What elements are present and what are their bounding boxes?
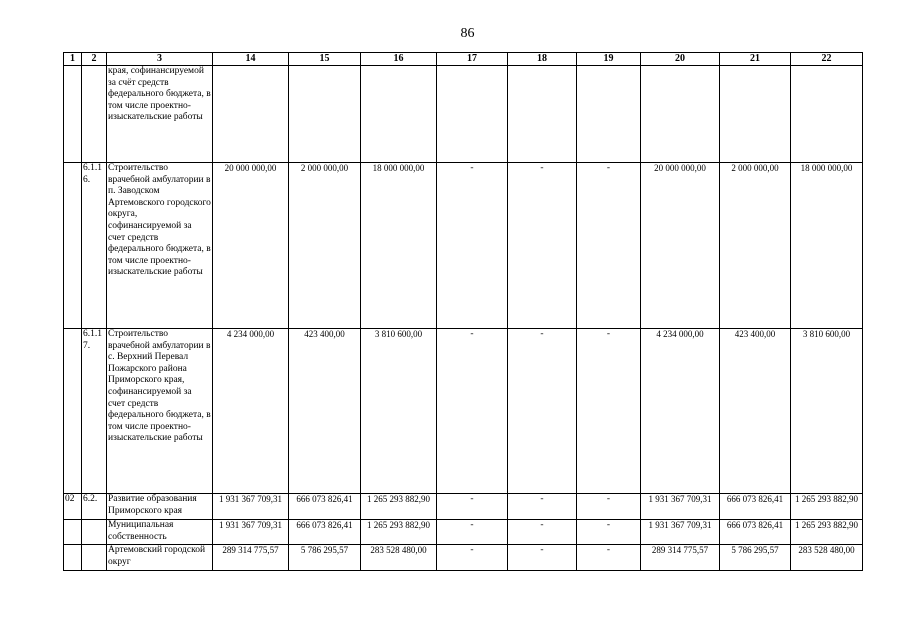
item-number-cell: 6.1.17. <box>82 329 107 494</box>
code-cell <box>64 163 82 329</box>
item-number-cell: 6.2. <box>82 494 107 520</box>
value-cell: 1 265 293 882,90 <box>791 520 863 545</box>
value-cell: 3 810 600,00 <box>361 329 437 494</box>
table-row <box>64 329 863 494</box>
value-cell <box>289 66 361 163</box>
header-cell: 3 <box>107 53 213 66</box>
table-row <box>64 545 863 571</box>
value-cell: 4 234 000,00 <box>213 329 289 494</box>
item-name-cell: Строительство врачебной амбулатории в с. Верхний Перевал Пожарского района Приморского края, софинансируемой за счет средств федерального бюджета, в том числе проектно-изыскательские работы <box>107 329 213 494</box>
value-cell: - <box>577 494 641 520</box>
item-number-cell: 6.1.16. <box>82 163 107 329</box>
budget-table <box>63 52 863 571</box>
value-cell <box>508 66 577 163</box>
code-cell <box>64 329 82 494</box>
item-name-cell: Муниципальная собственность <box>107 520 213 545</box>
header-cell: 1 <box>64 53 82 66</box>
item-name-cell: края, софинансируемой за счёт средств федерального бюджета, в том числе проектно-изыскательские работы <box>107 66 213 163</box>
value-cell: 1 931 367 709,31 <box>213 520 289 545</box>
header-cell: 17 <box>437 53 508 66</box>
value-cell: 666 073 826,41 <box>720 520 791 545</box>
page-number: 86 <box>460 26 475 41</box>
code-cell: 02 <box>64 494 82 520</box>
header-cell: 16 <box>361 53 437 66</box>
value-cell: 666 073 826,41 <box>720 494 791 520</box>
code-cell <box>64 545 82 571</box>
value-cell: 289 314 775,57 <box>213 545 289 571</box>
table-row <box>64 66 863 163</box>
item-number-cell <box>82 520 107 545</box>
value-cell <box>213 66 289 163</box>
value-cell: 2 000 000,00 <box>720 163 791 329</box>
value-cell: - <box>437 329 508 494</box>
value-cell: - <box>508 329 577 494</box>
value-cell <box>437 66 508 163</box>
value-cell <box>361 66 437 163</box>
header-cell: 20 <box>641 53 720 66</box>
value-cell: 1 931 367 709,31 <box>213 494 289 520</box>
value-cell: 5 786 295,57 <box>289 545 361 571</box>
value-cell: 283 528 480,00 <box>361 545 437 571</box>
code-cell <box>64 66 82 163</box>
header-cell: 18 <box>508 53 577 66</box>
header-cell: 14 <box>213 53 289 66</box>
value-cell: 1 931 367 709,31 <box>641 494 720 520</box>
value-cell: - <box>437 545 508 571</box>
code-cell <box>64 520 82 545</box>
value-cell: - <box>577 329 641 494</box>
value-cell: - <box>577 545 641 571</box>
value-cell: 423 400,00 <box>289 329 361 494</box>
value-cell: 20 000 000,00 <box>213 163 289 329</box>
value-cell: 1 265 293 882,90 <box>361 494 437 520</box>
value-cell: 18 000 000,00 <box>361 163 437 329</box>
value-cell: - <box>577 163 641 329</box>
value-cell: - <box>508 163 577 329</box>
header-cell: 19 <box>577 53 641 66</box>
table-row <box>64 520 863 545</box>
value-cell: - <box>508 494 577 520</box>
value-cell: - <box>437 494 508 520</box>
header-row <box>64 53 863 66</box>
table-row <box>64 163 863 329</box>
value-cell: 2 000 000,00 <box>289 163 361 329</box>
value-cell <box>577 66 641 163</box>
item-name-cell: Артемовский городской округ <box>107 545 213 571</box>
header-cell: 15 <box>289 53 361 66</box>
item-name-cell: Развитие образования Приморского края <box>107 494 213 520</box>
item-name-cell: Строительство врачебной амбулатории в п. Заводском Артемовского городского округа, софинансируемой за счет средств федерального бюджета, в том числе проектно-изыскательские работы <box>107 163 213 329</box>
value-cell: - <box>437 520 508 545</box>
value-cell <box>791 66 863 163</box>
value-cell: 5 786 295,57 <box>720 545 791 571</box>
item-number-cell <box>82 545 107 571</box>
header-cell: 2 <box>82 53 107 66</box>
value-cell: 423 400,00 <box>720 329 791 494</box>
value-cell: 666 073 826,41 <box>289 520 361 545</box>
value-cell: - <box>508 545 577 571</box>
value-cell: 666 073 826,41 <box>289 494 361 520</box>
value-cell: 3 810 600,00 <box>791 329 863 494</box>
value-cell: 289 314 775,57 <box>641 545 720 571</box>
item-number-cell <box>82 66 107 163</box>
value-cell: 1 265 293 882,90 <box>361 520 437 545</box>
value-cell: 1 931 367 709,31 <box>641 520 720 545</box>
value-cell: 20 000 000,00 <box>641 163 720 329</box>
value-cell: - <box>437 163 508 329</box>
value-cell: 18 000 000,00 <box>791 163 863 329</box>
value-cell: - <box>577 520 641 545</box>
value-cell <box>641 66 720 163</box>
value-cell <box>720 66 791 163</box>
value-cell: 1 265 293 882,90 <box>791 494 863 520</box>
header-cell: 21 <box>720 53 791 66</box>
value-cell: - <box>508 520 577 545</box>
value-cell: 4 234 000,00 <box>641 329 720 494</box>
table-row <box>64 494 863 520</box>
value-cell: 283 528 480,00 <box>791 545 863 571</box>
header-cell: 22 <box>791 53 863 66</box>
